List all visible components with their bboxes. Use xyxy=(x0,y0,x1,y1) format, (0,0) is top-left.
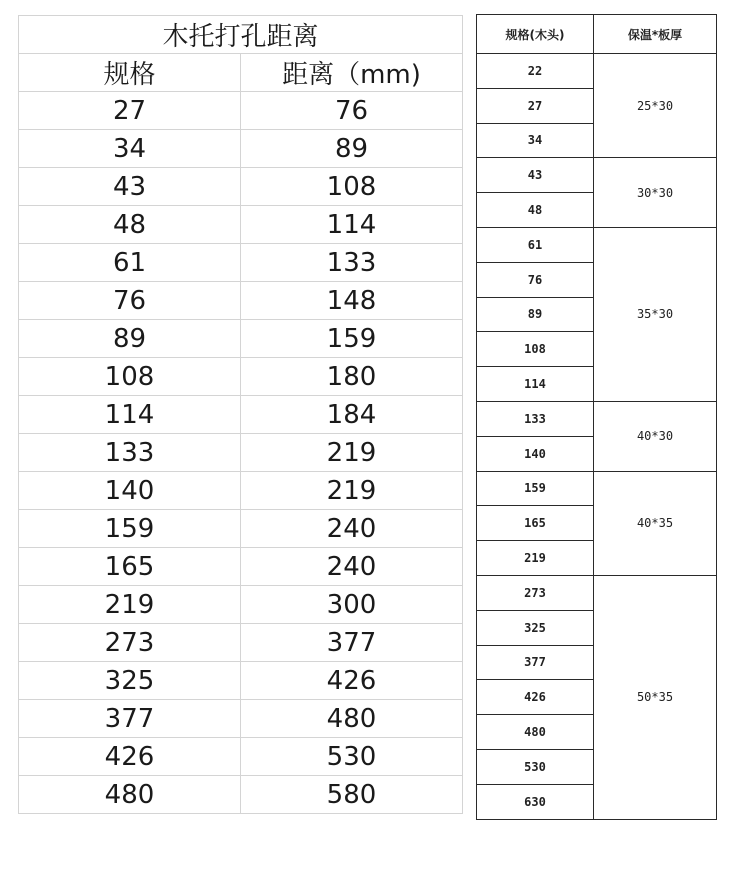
table-row xyxy=(477,158,717,193)
distance-cell: 76 xyxy=(241,92,463,130)
table-row xyxy=(19,738,463,776)
drilling-distance-table xyxy=(18,15,463,814)
header-spec: 规格 xyxy=(19,54,241,92)
distance-cell: 240 xyxy=(241,548,463,586)
distance-cell: 108 xyxy=(241,168,463,206)
spec-cell: 426 xyxy=(19,738,241,776)
insulation-thickness-table xyxy=(476,14,717,820)
spec-cell: 530 xyxy=(477,749,594,784)
spec-cell: 159 xyxy=(19,510,241,548)
spec-cell: 108 xyxy=(19,358,241,396)
spec-cell: 89 xyxy=(19,320,241,358)
spec-cell: 159 xyxy=(477,471,594,506)
spec-cell: 27 xyxy=(477,88,594,123)
thickness-cell: 25*30 xyxy=(594,54,717,158)
distance-cell: 580 xyxy=(241,776,463,814)
spec-cell: 426 xyxy=(477,680,594,715)
table-row xyxy=(477,401,717,436)
distance-cell: 377 xyxy=(241,624,463,662)
spec-cell: 273 xyxy=(19,624,241,662)
spec-cell: 480 xyxy=(477,715,594,750)
header-insulation-thickness: 保温*板厚 xyxy=(594,15,717,54)
distance-cell: 240 xyxy=(241,510,463,548)
spec-cell: 114 xyxy=(19,396,241,434)
table-row xyxy=(19,244,463,282)
spec-cell: 43 xyxy=(19,168,241,206)
spec-cell: 630 xyxy=(477,784,594,819)
table-row xyxy=(19,168,463,206)
thickness-cell: 30*30 xyxy=(594,158,717,228)
table-row xyxy=(19,358,463,396)
distance-cell: 219 xyxy=(241,434,463,472)
spec-cell: 165 xyxy=(477,506,594,541)
distance-cell: 133 xyxy=(241,244,463,282)
distance-cell: 89 xyxy=(241,130,463,168)
table-row xyxy=(19,510,463,548)
distance-cell: 180 xyxy=(241,358,463,396)
table-row xyxy=(477,54,717,89)
spec-cell: 273 xyxy=(477,575,594,610)
header-spec-wood: 规格(木头) xyxy=(477,15,594,54)
thickness-cell: 40*30 xyxy=(594,401,717,471)
table-row xyxy=(19,700,463,738)
insulation-thickness-table-body xyxy=(477,15,717,820)
table-row xyxy=(19,206,463,244)
table-title-row xyxy=(19,16,463,54)
distance-cell: 219 xyxy=(241,472,463,510)
spec-cell: 43 xyxy=(477,158,594,193)
distance-cell: 530 xyxy=(241,738,463,776)
header-distance: 距离（mm) xyxy=(241,54,463,92)
spec-cell: 377 xyxy=(19,700,241,738)
table-row xyxy=(19,282,463,320)
distance-cell: 148 xyxy=(241,282,463,320)
table-row xyxy=(477,575,717,610)
spec-cell: 480 xyxy=(19,776,241,814)
table-row xyxy=(19,396,463,434)
thickness-cell: 35*30 xyxy=(594,227,717,401)
table-row xyxy=(19,320,463,358)
table-row xyxy=(19,472,463,510)
table-title: 木托打孔距离 xyxy=(19,16,463,54)
distance-cell: 426 xyxy=(241,662,463,700)
spec-cell: 61 xyxy=(477,227,594,262)
spec-cell: 22 xyxy=(477,54,594,89)
table-row xyxy=(19,662,463,700)
table-header-row xyxy=(19,54,463,92)
spec-cell: 76 xyxy=(477,262,594,297)
spec-cell: 219 xyxy=(19,586,241,624)
spec-cell: 114 xyxy=(477,367,594,402)
spec-cell: 133 xyxy=(477,401,594,436)
table-row xyxy=(19,586,463,624)
distance-cell: 184 xyxy=(241,396,463,434)
spec-cell: 325 xyxy=(477,610,594,645)
table-row xyxy=(477,227,717,262)
table-row xyxy=(19,624,463,662)
table-row xyxy=(19,92,463,130)
distance-cell: 480 xyxy=(241,700,463,738)
spec-cell: 325 xyxy=(19,662,241,700)
distance-cell: 159 xyxy=(241,320,463,358)
spec-cell: 140 xyxy=(477,436,594,471)
table-row xyxy=(477,471,717,506)
spec-cell: 165 xyxy=(19,548,241,586)
spec-cell: 34 xyxy=(19,130,241,168)
thickness-cell: 50*35 xyxy=(594,575,717,819)
spec-cell: 61 xyxy=(19,244,241,282)
drilling-distance-table-body xyxy=(19,16,463,814)
table-row xyxy=(19,434,463,472)
spec-cell: 48 xyxy=(19,206,241,244)
table-header-row xyxy=(477,15,717,54)
spec-cell: 48 xyxy=(477,193,594,228)
table-row xyxy=(19,548,463,586)
thickness-cell: 40*35 xyxy=(594,471,717,575)
spec-cell: 140 xyxy=(19,472,241,510)
spec-cell: 89 xyxy=(477,297,594,332)
spec-cell: 108 xyxy=(477,332,594,367)
table-row xyxy=(19,776,463,814)
spec-cell: 219 xyxy=(477,541,594,576)
table-row xyxy=(19,130,463,168)
spec-cell: 76 xyxy=(19,282,241,320)
spec-cell: 377 xyxy=(477,645,594,680)
spec-cell: 27 xyxy=(19,92,241,130)
distance-cell: 300 xyxy=(241,586,463,624)
spec-cell: 133 xyxy=(19,434,241,472)
spec-cell: 34 xyxy=(477,123,594,158)
distance-cell: 114 xyxy=(241,206,463,244)
